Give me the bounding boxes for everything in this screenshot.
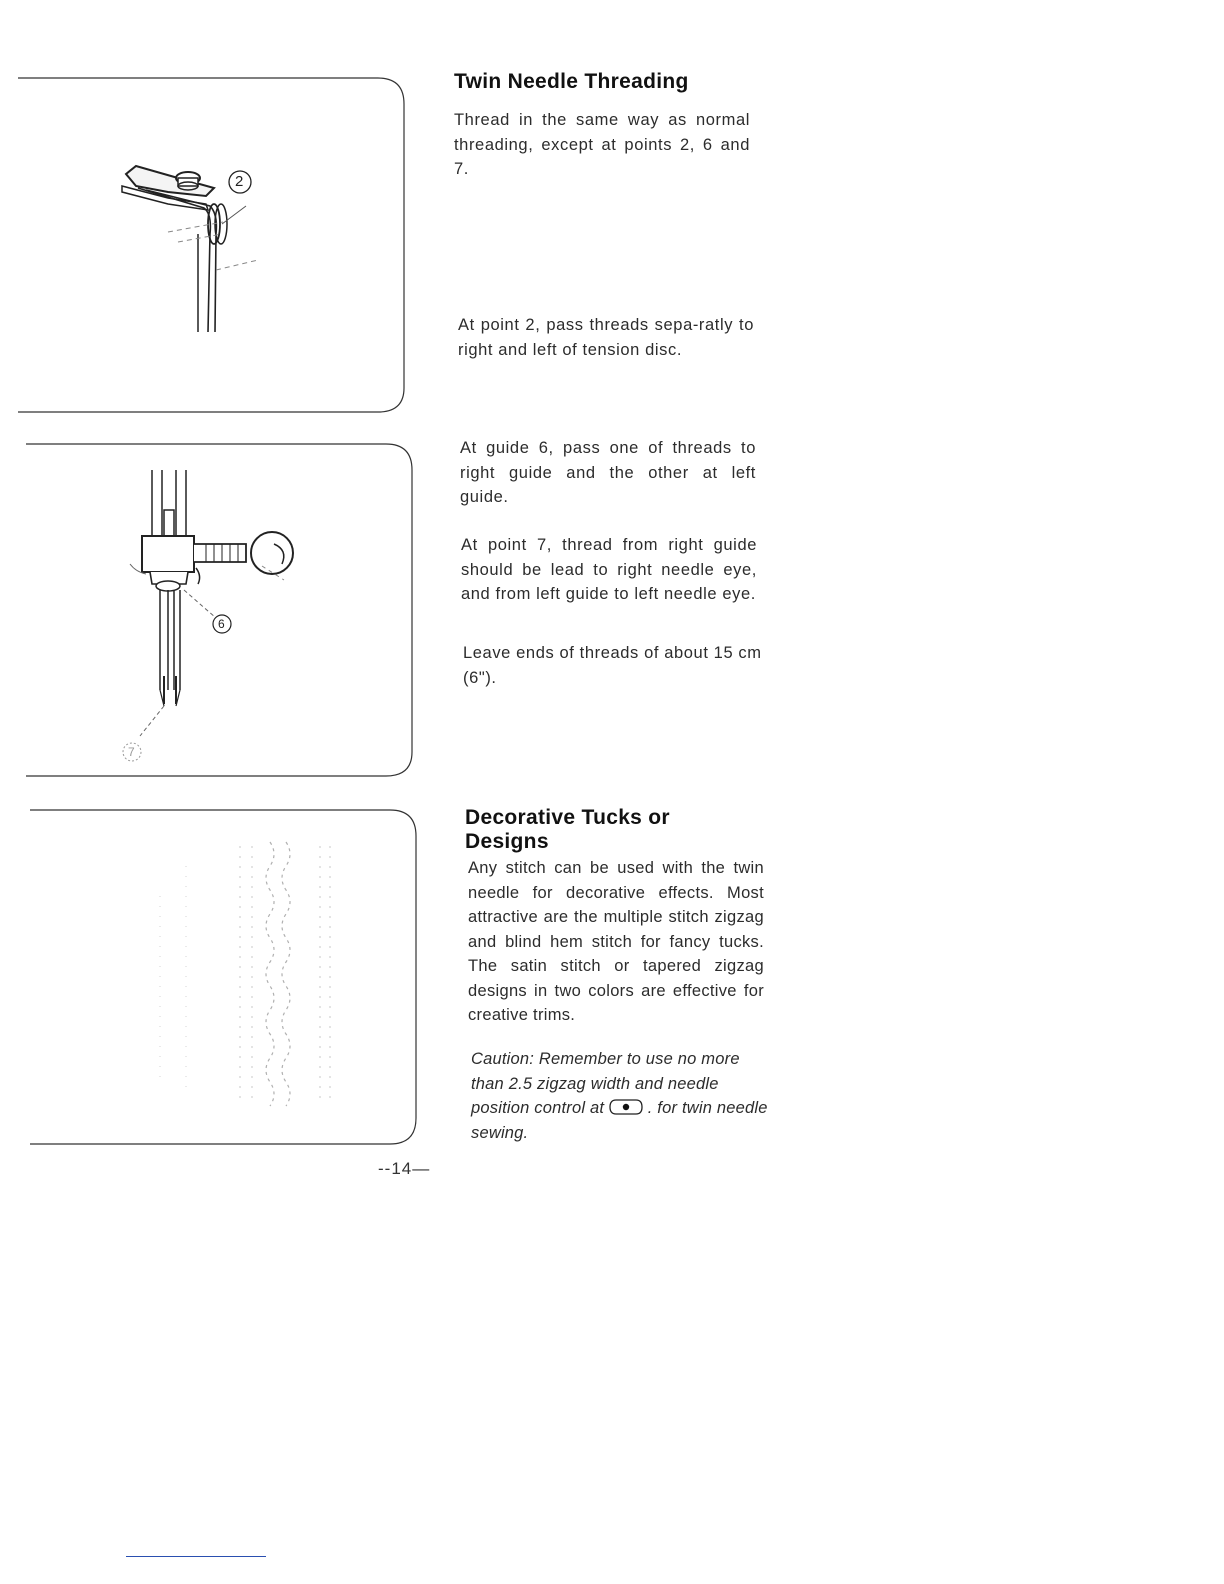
tension-disc-illustration	[18, 74, 408, 414]
needle-bar-illustration	[26, 440, 416, 780]
section-title-line-2: Designs	[465, 830, 549, 854]
figure-tension-disc-panel	[18, 74, 408, 414]
callout-7-label: 7	[128, 745, 135, 759]
page-number: --14—	[378, 1159, 431, 1178]
figure-needle-bar-panel	[26, 440, 416, 780]
paragraph-twin-needle-intro: Thread in the same way as normal threading, except at points 2, 6 and 7.	[454, 111, 750, 178]
paragraph-guide-6: At guide 6, pass one of threads to right guide and the other at left guide.	[460, 439, 756, 506]
callout-6-label: 6	[218, 617, 225, 631]
paragraph-leave-ends: Leave ends of threads of about 15 cm (6").	[463, 644, 762, 687]
callout-2-label: 2	[235, 173, 244, 190]
paragraph-caution	[471, 1047, 771, 1145]
caution-text-end: . for twin needle sewing.	[471, 1099, 768, 1142]
section-title-decorative-tucks	[465, 806, 670, 854]
paragraph-point-2: At point 2, pass threads sepa-ratly to right and left of tension disc.	[458, 316, 754, 359]
paragraph-decorative-body: Any stitch can be used with the twin needle for decorative effects. Most attractive are the multiple stitch zigzag and blind hem stitch for fancy tucks. The satin stitch or tapered zigzag designs in two colors are effective for creative trims.	[468, 859, 764, 1024]
paragraph-point-7: At point 7, thread from right guide should be lead to right needle eye, and from left guide to left needle eye.	[461, 536, 757, 603]
section-title-twin-needle-threading: Twin Needle Threading	[454, 70, 689, 93]
caution-text: Caution: Remember to use no more than 2.5 zigzag width and needle position control at	[471, 1050, 740, 1117]
section-title-line-1: Decorative Tucks or	[465, 806, 670, 829]
decorative-stitch-sample	[30, 806, 420, 1146]
center-needle-position-icon	[609, 1099, 643, 1115]
figure-decorative-tucks-panel	[30, 806, 420, 1146]
footer-rule	[126, 1556, 266, 1557]
